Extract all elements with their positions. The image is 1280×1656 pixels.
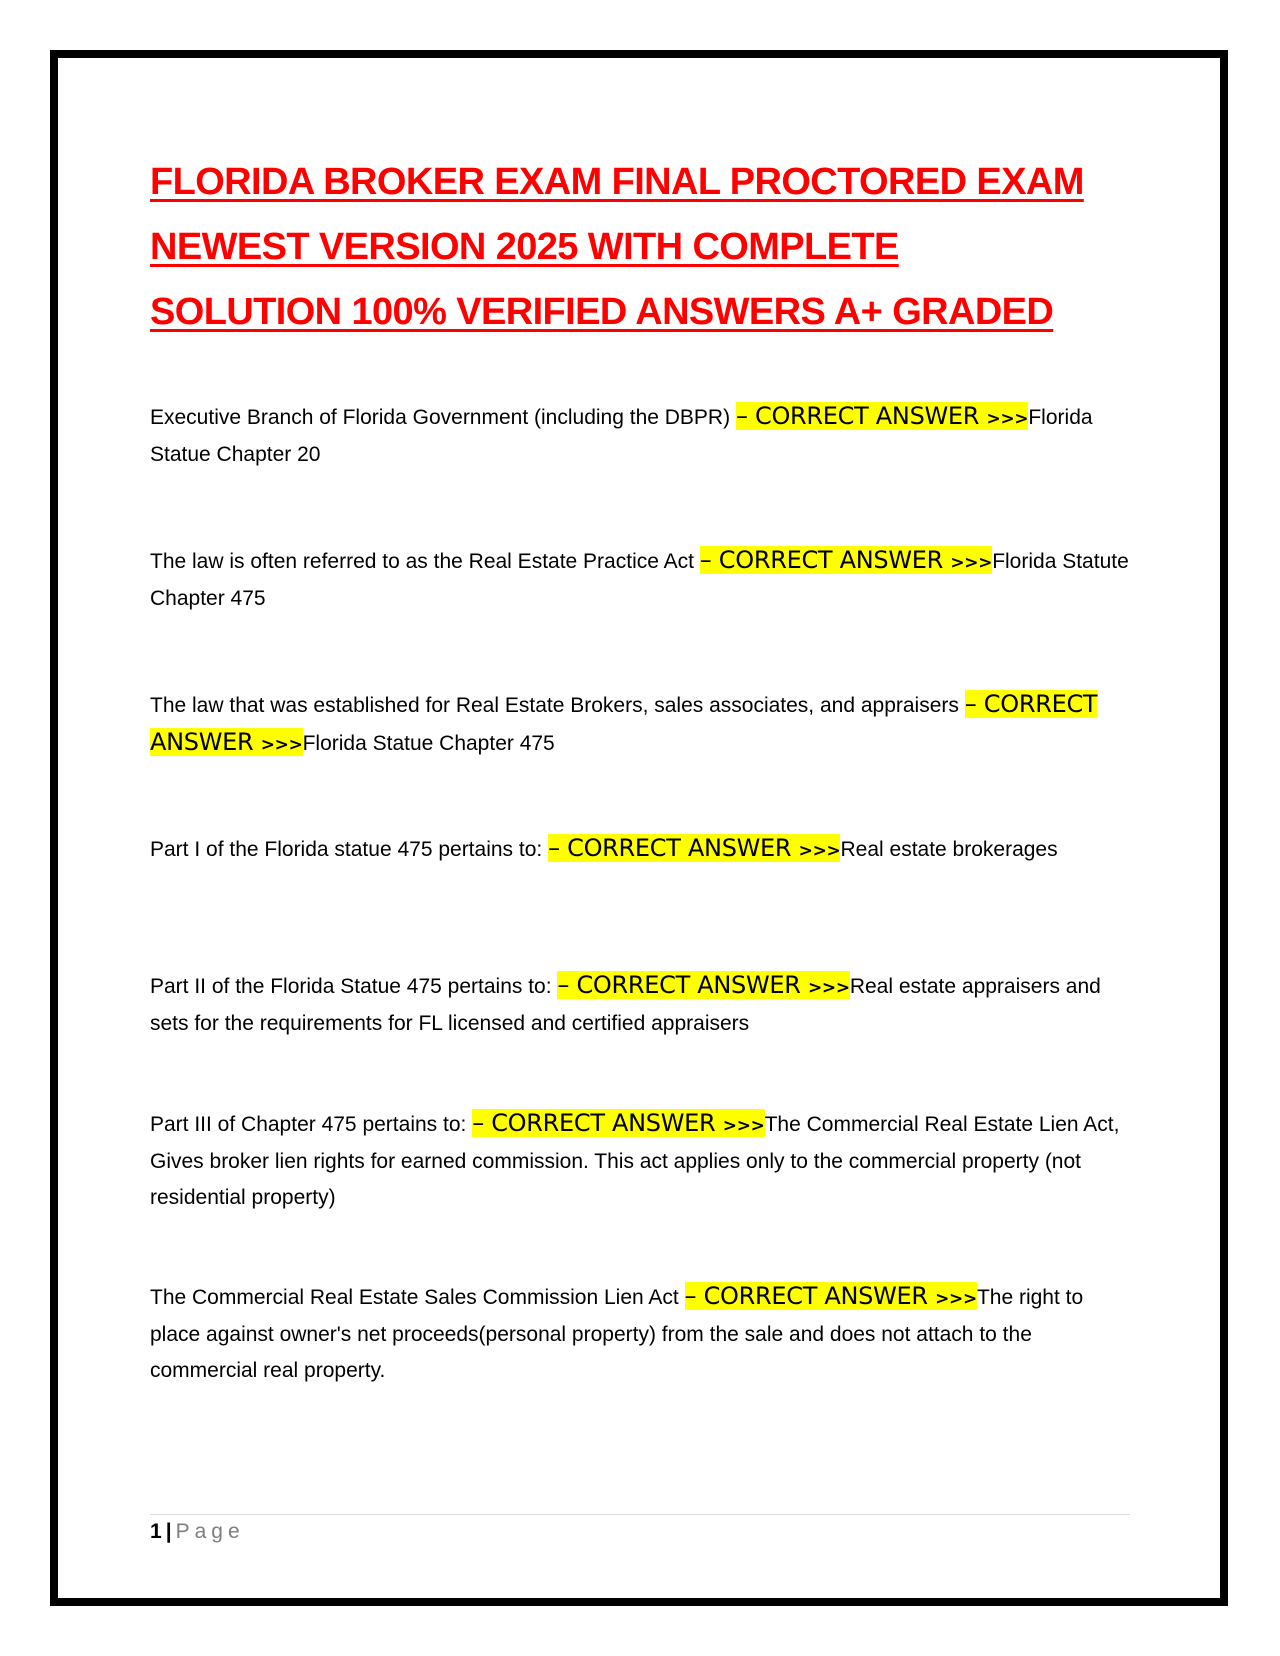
page-number: 1 — [150, 1520, 162, 1543]
question-text: The law is often referred to as the Real Estate Practice Act — [150, 550, 694, 573]
correct-answer-marker: – CORRECT ANSWER >>> — [548, 834, 841, 862]
qa-item-1 — [150, 398, 1135, 473]
title-line-1: FLORIDA BROKER EXAM FINAL PROCTORED EXAM — [150, 161, 1084, 203]
correct-answer-marker: – CORRECT ANSWER >>> — [557, 971, 850, 999]
answer-text: Real estate appraisers and sets for the requirements for FL licensed and certified appraisers — [150, 975, 1101, 1035]
title-line-3: SOLUTION 100% VERIFIED ANSWERS A+ GRADED — [150, 291, 1054, 333]
question-text: The law that was established for Real Estate Brokers, sales associates, and appraisers — [150, 694, 959, 717]
qa-item-2 — [150, 542, 1135, 617]
question-text: Part I of the Florida statue 475 pertains to: — [150, 838, 543, 861]
qa-item-4 — [150, 830, 1135, 869]
answer-text: The Commercial Real Estate Lien Act, Gives broker lien rights for earned commission. This act applies only to the commercial property (not residential property) — [150, 1113, 1120, 1209]
question-text: Part II of the Florida Statue 475 pertains to: — [150, 975, 552, 998]
footer-divider — [150, 1514, 1130, 1515]
correct-answer-marker: – CORRECT ANSWER >>> — [699, 546, 993, 574]
page-separator: | — [165, 1520, 172, 1543]
answer-text: Florida Statue Chapter 20 — [150, 406, 1093, 466]
page-footer — [150, 1518, 245, 1546]
qa-item-7 — [150, 1278, 1135, 1389]
qa-item-6 — [150, 1105, 1135, 1216]
answer-text: Real estate brokerages — [840, 838, 1058, 861]
correct-answer-marker: – CORRECT ANSWER >>> — [472, 1109, 765, 1137]
qa-item-5 — [150, 967, 1135, 1042]
question-text: The Commercial Real Estate Sales Commission Lien Act — [150, 1286, 679, 1309]
question-text: Executive Branch of Florida Government (including the DBPR) — [150, 406, 731, 429]
correct-answer-marker: – CORRECT ANSWER >>> — [684, 1282, 977, 1310]
answer-text: Florida Statute Chapter 475 — [150, 550, 1129, 610]
correct-answer-marker: – CORRECT ANSWER >>> — [735, 402, 1029, 430]
answer-text: The right to place against owner's net proceeds(personal property) from the sale and does not attach to the commercial real property. — [150, 1286, 1084, 1382]
qa-item-3 — [150, 686, 1135, 763]
correct-answer-marker: – CORRECT ANSWER >>> — [150, 690, 1098, 756]
page-label: Page — [175, 1520, 245, 1543]
title-line-2: NEWEST VERSION 2025 WITH COMPLETE — [150, 226, 899, 268]
question-text: Part III of Chapter 475 pertains to: — [150, 1113, 467, 1136]
document-title — [150, 150, 1130, 345]
answer-text: Florida Statue Chapter 475 — [302, 732, 555, 755]
